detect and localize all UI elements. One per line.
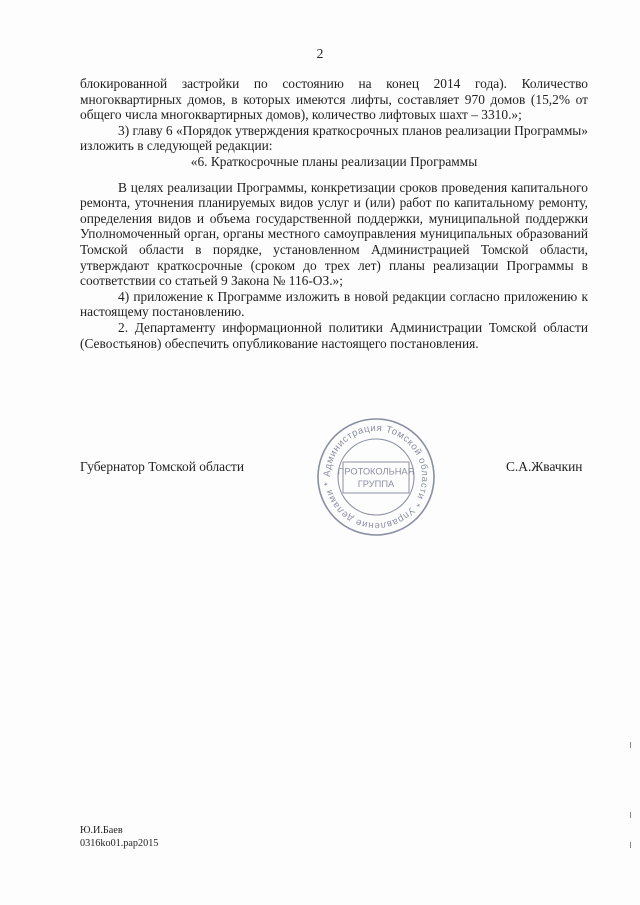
stamp-ring-text: Администрация Томской области * Управление делами * (321, 422, 431, 532)
paragraph-continuation: блокированной застройки по состоянию на конец 2014 года). Количество многоквартирных домов, в которых имеются лифты, составляет 970 домов (15,2% от общего числа многоквартирных домов), количество лифтовых шахт – 3310.»; (80, 76, 588, 123)
paragraph-point-2: 2. Департаменту информационной политики Администрации Томской области (Севостьянов) обеспечить опубликование настоящего постановления. (80, 319, 588, 351)
stamp-inner-ring (338, 439, 414, 515)
signature-position: Губернатор Томской области (80, 459, 245, 474)
footer-author: Ю.И.Баев (80, 825, 123, 836)
paragraph-item-4: 4) приложение к Программе изложить в новой редакции согласно приложению к настоящему постановлению. (80, 288, 588, 320)
document-body (80, 76, 588, 351)
signature-name: С.А.Жвачкин (506, 459, 583, 474)
paragraph-item-3: 3) главу 6 «Порядок утверждения краткосрочных планов реализации Программы» изложить в следующей редакции: (80, 122, 588, 154)
stamp-outer-ring (318, 419, 434, 535)
stamp-center-line-2: ГРУППА (357, 479, 395, 489)
paragraph-section-6: В целях реализации Программы, конкретизации сроков проведения капитального ремонта, уточнения планируемых видов услуг и (или) работ по капитальному ремонту, определения видов и объема государственной поддержки, муниципальной поддержки Уполномоченный орган, органы местного самоуправления муниципальных образований Томской области в порядке, установленном Администрацией Томской области, утверждают краткосрочные (сроком до трех лет) планы реализации Программы в соответствии со статьей 9 Закона № 116-ОЗ.»; (80, 179, 588, 289)
footer-file-code: 0316ko01.pap2015 (80, 838, 159, 849)
official-stamp (315, 416, 437, 538)
scan-mark (630, 842, 631, 848)
scan-mark (630, 812, 631, 818)
scan-mark (630, 742, 631, 748)
page-number: 2 (316, 46, 324, 61)
section-heading: «6. Краткосрочные планы реализации Программы (190, 153, 478, 169)
document-footer (80, 824, 158, 850)
stamp-center-line-1: ПРОТОКОЛЬНАЯ (337, 466, 415, 477)
